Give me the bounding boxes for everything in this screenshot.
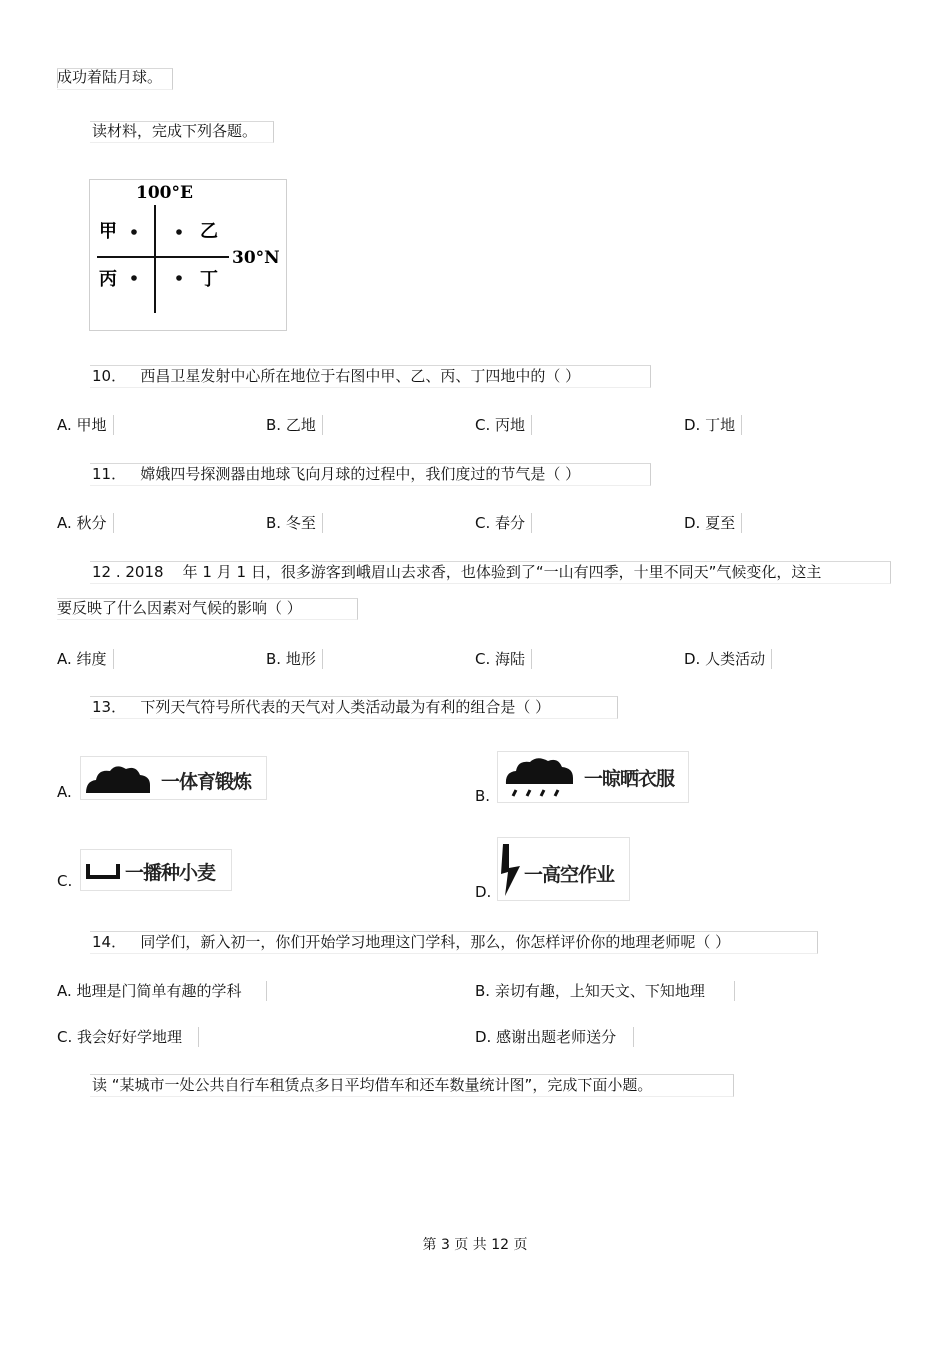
option-d[interactable]: D. 丁地 — [684, 415, 742, 435]
question-number: 13． — [92, 698, 127, 716]
question-number: 10． — [92, 367, 127, 385]
question-text: 西昌卫星发射中心所在地位于右图中甲、乙、丙、丁四地中的（ ） — [140, 367, 581, 385]
option-b-image[interactable] — [497, 751, 689, 803]
option-a[interactable]: A. 甲地 — [57, 415, 114, 435]
point-bing-dot — [131, 275, 137, 281]
option-d[interactable]: D. 感谢出题老师送分 — [475, 1027, 634, 1047]
option-c[interactable]: C. 春分 — [475, 513, 532, 533]
option-a-caption: 一体育锻炼 — [161, 771, 252, 793]
option-d[interactable]: D. 人类活动 — [684, 649, 772, 669]
option-d-label[interactable]: D. — [475, 883, 492, 901]
option-d[interactable]: D. 夏至 — [684, 513, 742, 533]
longitude-label: 100°E — [136, 183, 193, 203]
option-a[interactable]: A. 秋分 — [57, 513, 114, 533]
option-b[interactable]: B. 冬至 — [266, 513, 323, 533]
text-box-frame — [90, 463, 651, 486]
text-box-frame — [90, 365, 651, 388]
point-bing-label: 丙 — [99, 269, 117, 290]
option-a-image[interactable] — [80, 756, 267, 800]
option-a[interactable]: A. 地理是门简单有趣的学科 — [57, 981, 267, 1001]
option-a[interactable]: A. 纬度 — [57, 649, 114, 669]
text-box-frame — [90, 1074, 734, 1097]
question-number: 14． — [92, 933, 127, 951]
option-b-caption: 一晾晒衣服 — [584, 768, 675, 790]
point-yi-label: 乙 — [200, 221, 218, 242]
option-c-image[interactable] — [80, 849, 232, 891]
option-b[interactable]: B. 地形 — [266, 649, 323, 669]
option-b[interactable]: B. 乙地 — [266, 415, 323, 435]
coordinate-map-figure — [89, 179, 287, 331]
option-b-label[interactable]: B. — [475, 787, 491, 805]
text-box-frame — [57, 68, 173, 90]
point-ding-dot — [176, 275, 182, 281]
sand-dust-icon — [85, 860, 121, 882]
option-d-caption: 一高空作业 — [524, 864, 615, 886]
text-box-frame — [90, 696, 618, 719]
text-box-frame — [90, 121, 274, 143]
text-box-frame — [57, 598, 358, 620]
question-number: 11． — [92, 465, 127, 483]
option-d-image[interactable] — [497, 837, 630, 901]
option-a-label[interactable]: A. — [57, 783, 72, 801]
question-number: 12 . 2018 — [92, 563, 164, 581]
option-c[interactable]: C. 海陆 — [475, 649, 532, 669]
intro-line: 成功着陆月球。 — [57, 68, 163, 86]
overcast-cloud-icon — [84, 763, 154, 797]
material-prompt: 读材料，完成下列各题。 — [92, 122, 258, 140]
text-box-frame — [90, 931, 818, 954]
rain-cloud-icon — [502, 756, 578, 800]
option-c-label[interactable]: C. — [57, 872, 73, 890]
point-yi-dot — [176, 229, 182, 235]
lightning-icon — [500, 842, 524, 898]
question-text-line1: 年 1 月 1 日，很多游客到峨眉山去求香，也体验到了“一山有四季，十里不同天”气候变化，这主 — [182, 563, 822, 581]
point-ding-label: 丁 — [200, 269, 218, 290]
question-text: 下列天气符号所代表的天气对人类活动最为有利的组合是（ ） — [140, 698, 551, 716]
page-footer: 第 3 页 共 12 页 — [422, 1237, 528, 1253]
chart-prompt: 读 “某城市一处公共自行车租赁点多日平均借车和还车数量统计图”，完成下面小题。 — [92, 1076, 653, 1094]
option-c[interactable]: C. 丙地 — [475, 415, 532, 435]
option-c-caption: 一播种小麦 — [125, 862, 216, 884]
point-jia-label: 甲 — [99, 221, 117, 242]
option-b[interactable]: B. 亲切有趣，上知天文、下知地理 — [475, 981, 735, 1001]
option-c[interactable]: C. 我会好好学地理 — [57, 1027, 199, 1047]
text-box-frame — [90, 561, 891, 584]
question-12-line2: 要反映了什么因素对气候的影响（ ） — [57, 599, 302, 617]
latitude-label: 30°N — [232, 248, 280, 268]
question-text: 同学们，新入初一，你们开始学习地理这门学科，那么，你怎样评价你的地理老师呢（ ） — [140, 933, 731, 951]
question-text: 嫦娥四号探测器由地球飞向月球的过程中，我们度过的节气是（ ） — [140, 465, 581, 483]
point-jia-dot — [131, 229, 137, 235]
